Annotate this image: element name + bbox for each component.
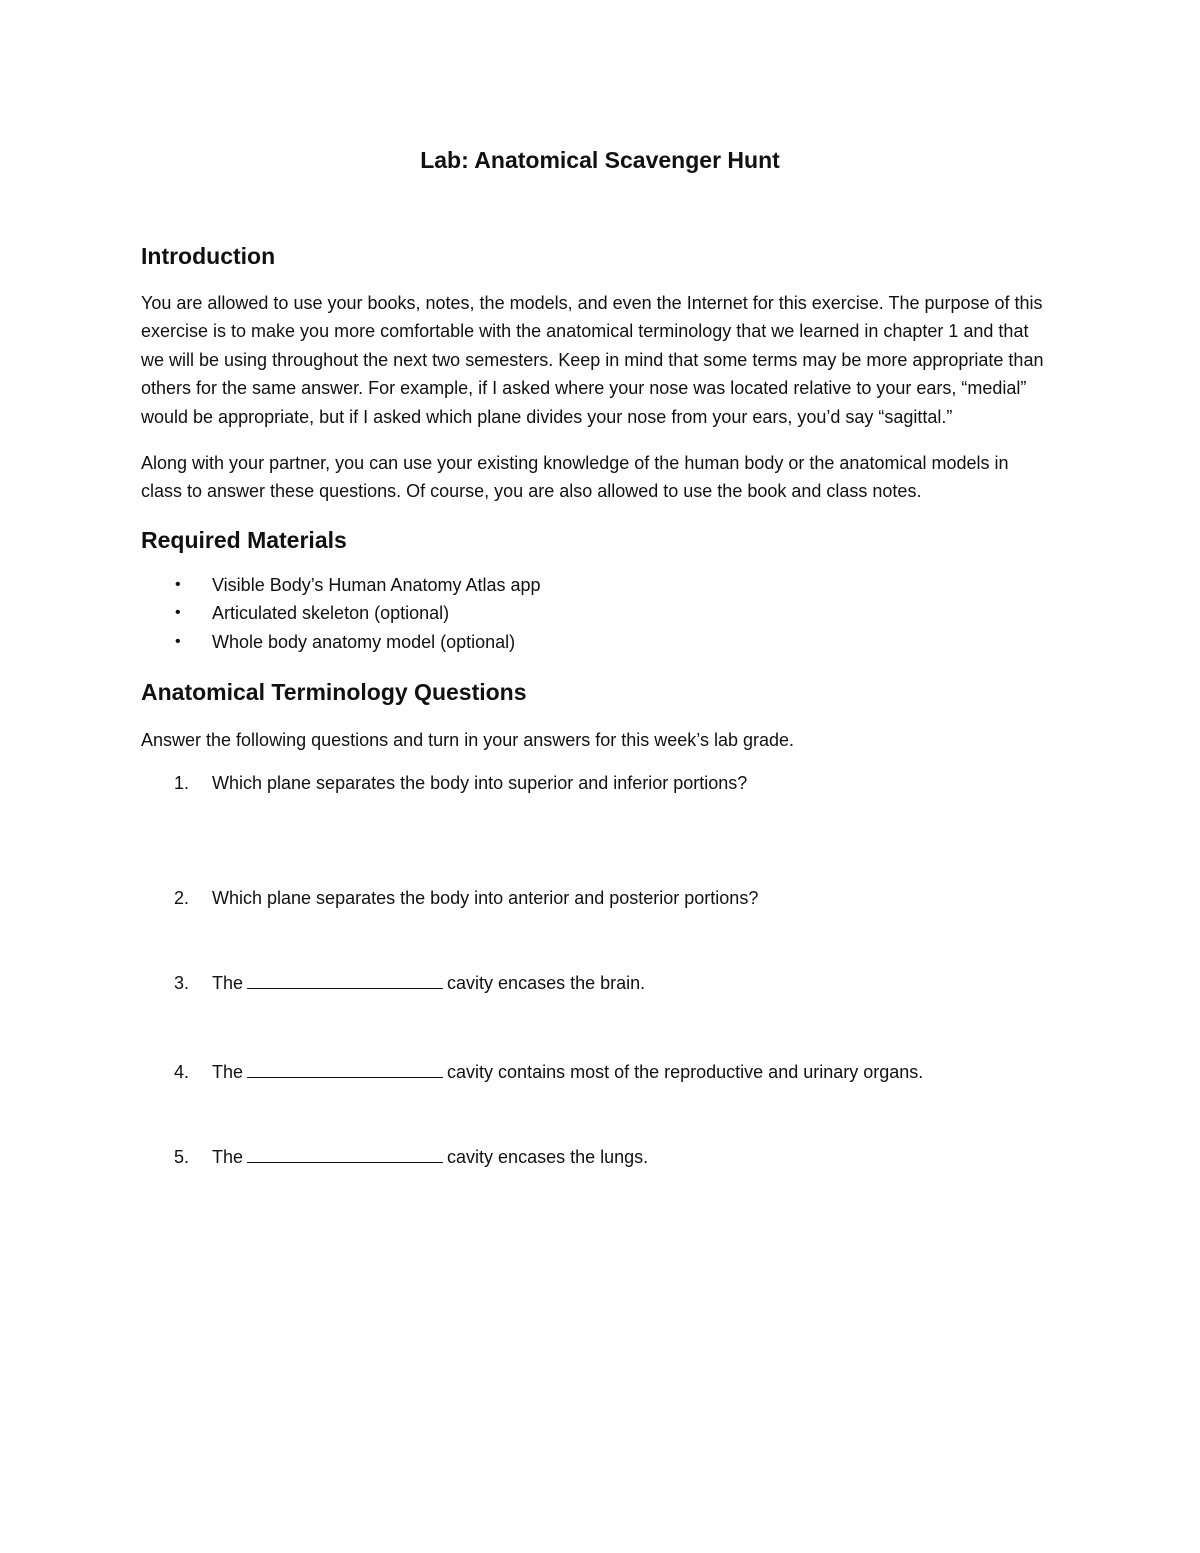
answer-blank xyxy=(247,970,443,989)
question-suffix: cavity encases the brain. xyxy=(447,973,646,994)
page-title: Lab: Anatomical Scavenger Hunt xyxy=(420,147,780,173)
question-text: Which plane separates the body into anterior and posterior portions? xyxy=(212,887,759,908)
questions-instructions: Answer the following questions and turn in your answers for this week’s lab grade. xyxy=(141,730,795,751)
introduction-paragraph-1: You are allowed to use your books, notes, the models, and even the Internet for this exercise. The purpose of this exercise is to make you more comfortable with the anatomical terminology that we learned in chapter 1 and that we will be using throughout the next two semesters. Keep in mind that some terms may be more appropriate than others for the same answer. For example, if I asked where your nose was located relative to your ears, “medial” would be appropriate, but if I asked which plane divides your nose from your ears, you’d say “sagittal.” xyxy=(141,293,1044,427)
required-materials-heading: Required Materials xyxy=(141,526,347,553)
question-number: 2. xyxy=(174,887,190,908)
question-prefix: The xyxy=(212,1061,244,1082)
introduction-heading: Introduction xyxy=(141,243,276,269)
question-prefix: The xyxy=(212,1147,244,1168)
list-item xyxy=(141,599,1046,627)
list-item-text: Articulated skeleton (optional) xyxy=(212,603,450,624)
question-prefix: The xyxy=(212,973,244,994)
list-item-text: Visible Body’s Human Anatomy Atlas app xyxy=(212,574,541,595)
bullet-icon: • xyxy=(175,604,181,622)
question-number: 4. xyxy=(174,1061,190,1082)
questions-list xyxy=(141,769,1046,1171)
answer-blank xyxy=(247,1144,443,1163)
questions-heading: Anatomical Terminology Questions xyxy=(141,679,527,706)
materials-list xyxy=(141,571,1046,656)
question-item xyxy=(141,884,1046,912)
question-number: 5. xyxy=(174,1147,190,1168)
question-item xyxy=(141,1143,1046,1171)
list-item xyxy=(141,628,1046,656)
document-body xyxy=(141,240,1046,1172)
bullet-icon: • xyxy=(175,632,181,650)
list-item-text: Whole body anatomy model (optional) xyxy=(212,631,516,652)
question-item xyxy=(141,1058,1046,1086)
list-item xyxy=(141,571,1046,599)
question-item xyxy=(141,969,1046,997)
question-number: 1. xyxy=(174,773,190,794)
question-number: 3. xyxy=(174,973,190,994)
bullet-icon: • xyxy=(175,575,181,593)
question-item xyxy=(141,769,1046,797)
question-suffix: cavity contains most of the reproductive and urinary organs. xyxy=(447,1061,924,1082)
introduction-paragraph-2: Along with your partner, you can use your existing knowledge of the human body or the anatomical models in class to answer these questions. Of course, you are also allowed to use the book and class notes. xyxy=(141,453,1009,502)
question-text: Which plane separates the body into superior and inferior portions? xyxy=(212,773,748,794)
answer-blank xyxy=(247,1059,443,1078)
question-suffix: cavity encases the lungs. xyxy=(447,1147,649,1168)
